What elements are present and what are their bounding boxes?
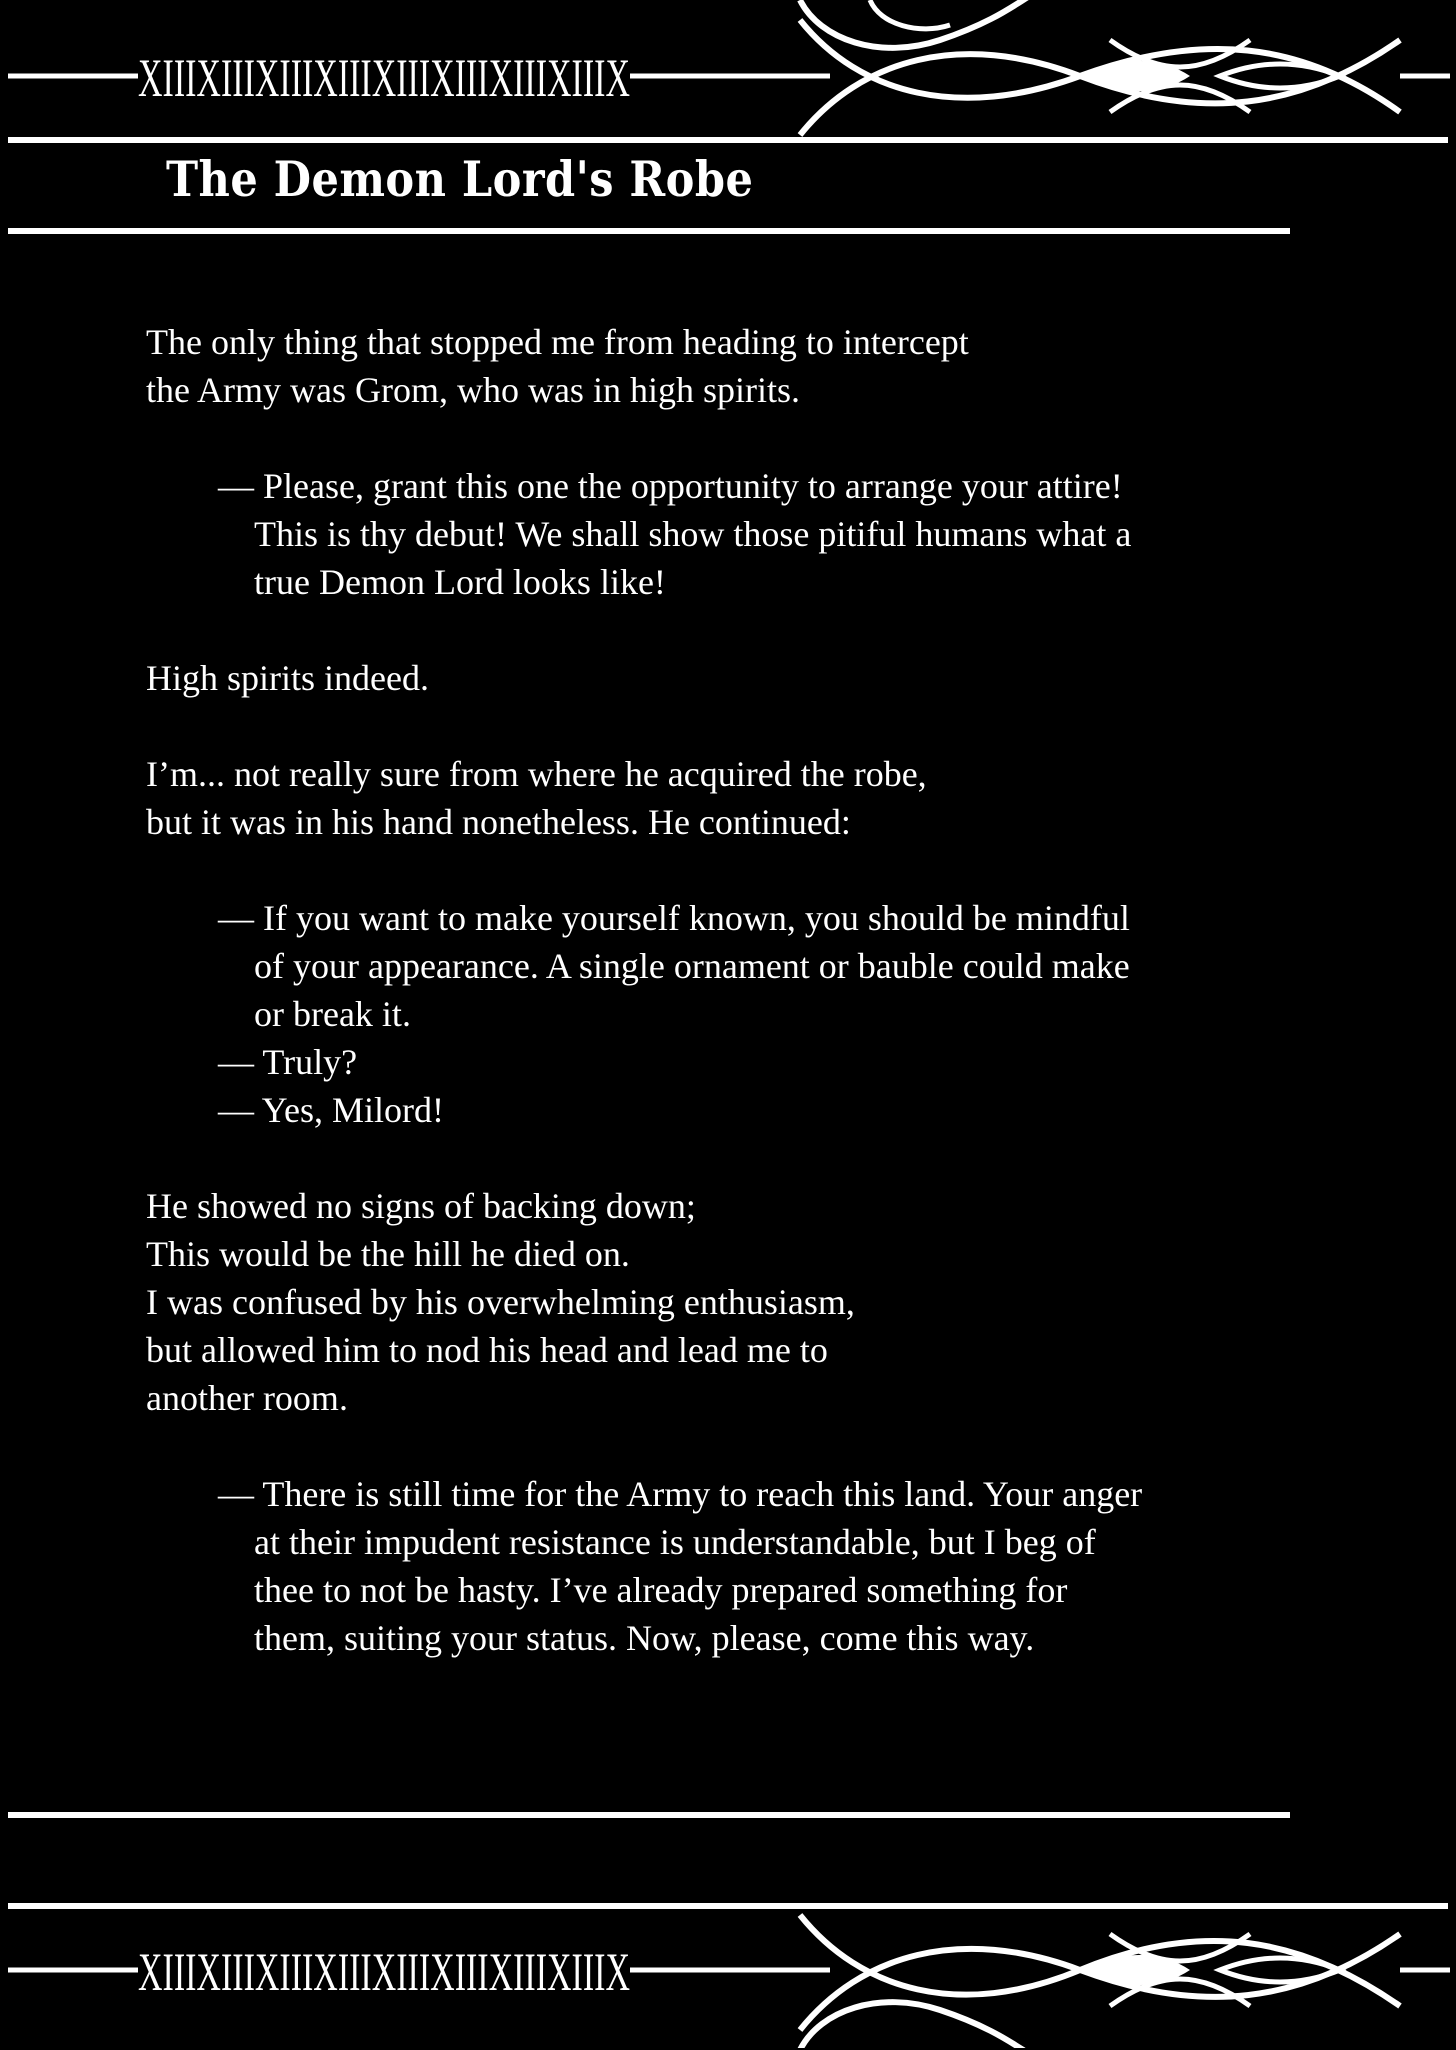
dialogue-block (218, 462, 1146, 606)
paragraph: I’m... not really sure from where he acquired the robe, but it was in his hand nonetheless. He continued: (146, 754, 927, 842)
chapter-text (146, 318, 1146, 1710)
paragraph: High spirits indeed. (146, 658, 429, 698)
paragraph: He showed no signs of backing down; This would be the hill he died on. I was confused by his overwhelming enthusiasm, but allowed him to nod his head and lead me to another room. (146, 1186, 855, 1418)
dialogue-line: — Yes, Milord! (218, 1090, 445, 1130)
header-ornament (0, 0, 1456, 150)
page-title: The Demon Lord's Robe (166, 150, 754, 208)
header-ornament-graphic (0, 0, 1456, 150)
dialogue-line: — Truly? (218, 1042, 358, 1082)
dialogue-line: — Please, grant this one the opportunity to arrange your attire! This is thy debut! We shall show those pitiful humans what a true Demon Lord looks like! (218, 466, 1132, 602)
dialogue-block (218, 894, 1146, 1134)
footer-ornament-graphic (0, 1900, 1456, 2048)
title-underline (8, 228, 1290, 234)
dialogue-block (218, 1470, 1146, 1662)
content-bottom-rule (8, 1812, 1290, 1818)
dialogue-line: — If you want to make yourself known, you should be mindful of your appearance. A single ornament or bauble could make or break it. (218, 898, 1130, 1034)
paragraph: The only thing that stopped me from heading to intercept the Army was Grom, who was in high spirits. (146, 322, 969, 410)
footer-ornament (0, 1900, 1456, 2050)
dialogue-line: — There is still time for the Army to reach this land. Your anger at their impudent resistance is understandable, but I beg of thee to not be hasty. I’ve already prepared something for them, suiting your status. Now, please, come this way. (218, 1474, 1143, 1658)
header-ornament-text: XIIIXIIIXIIIXIIIXIIIXIIIXIIIXIIIX (138, 48, 630, 108)
footer-ornament-text: XIIIXIIIXIIIXIIIXIIIXIIIXIIIXIIIX (138, 1942, 630, 2002)
